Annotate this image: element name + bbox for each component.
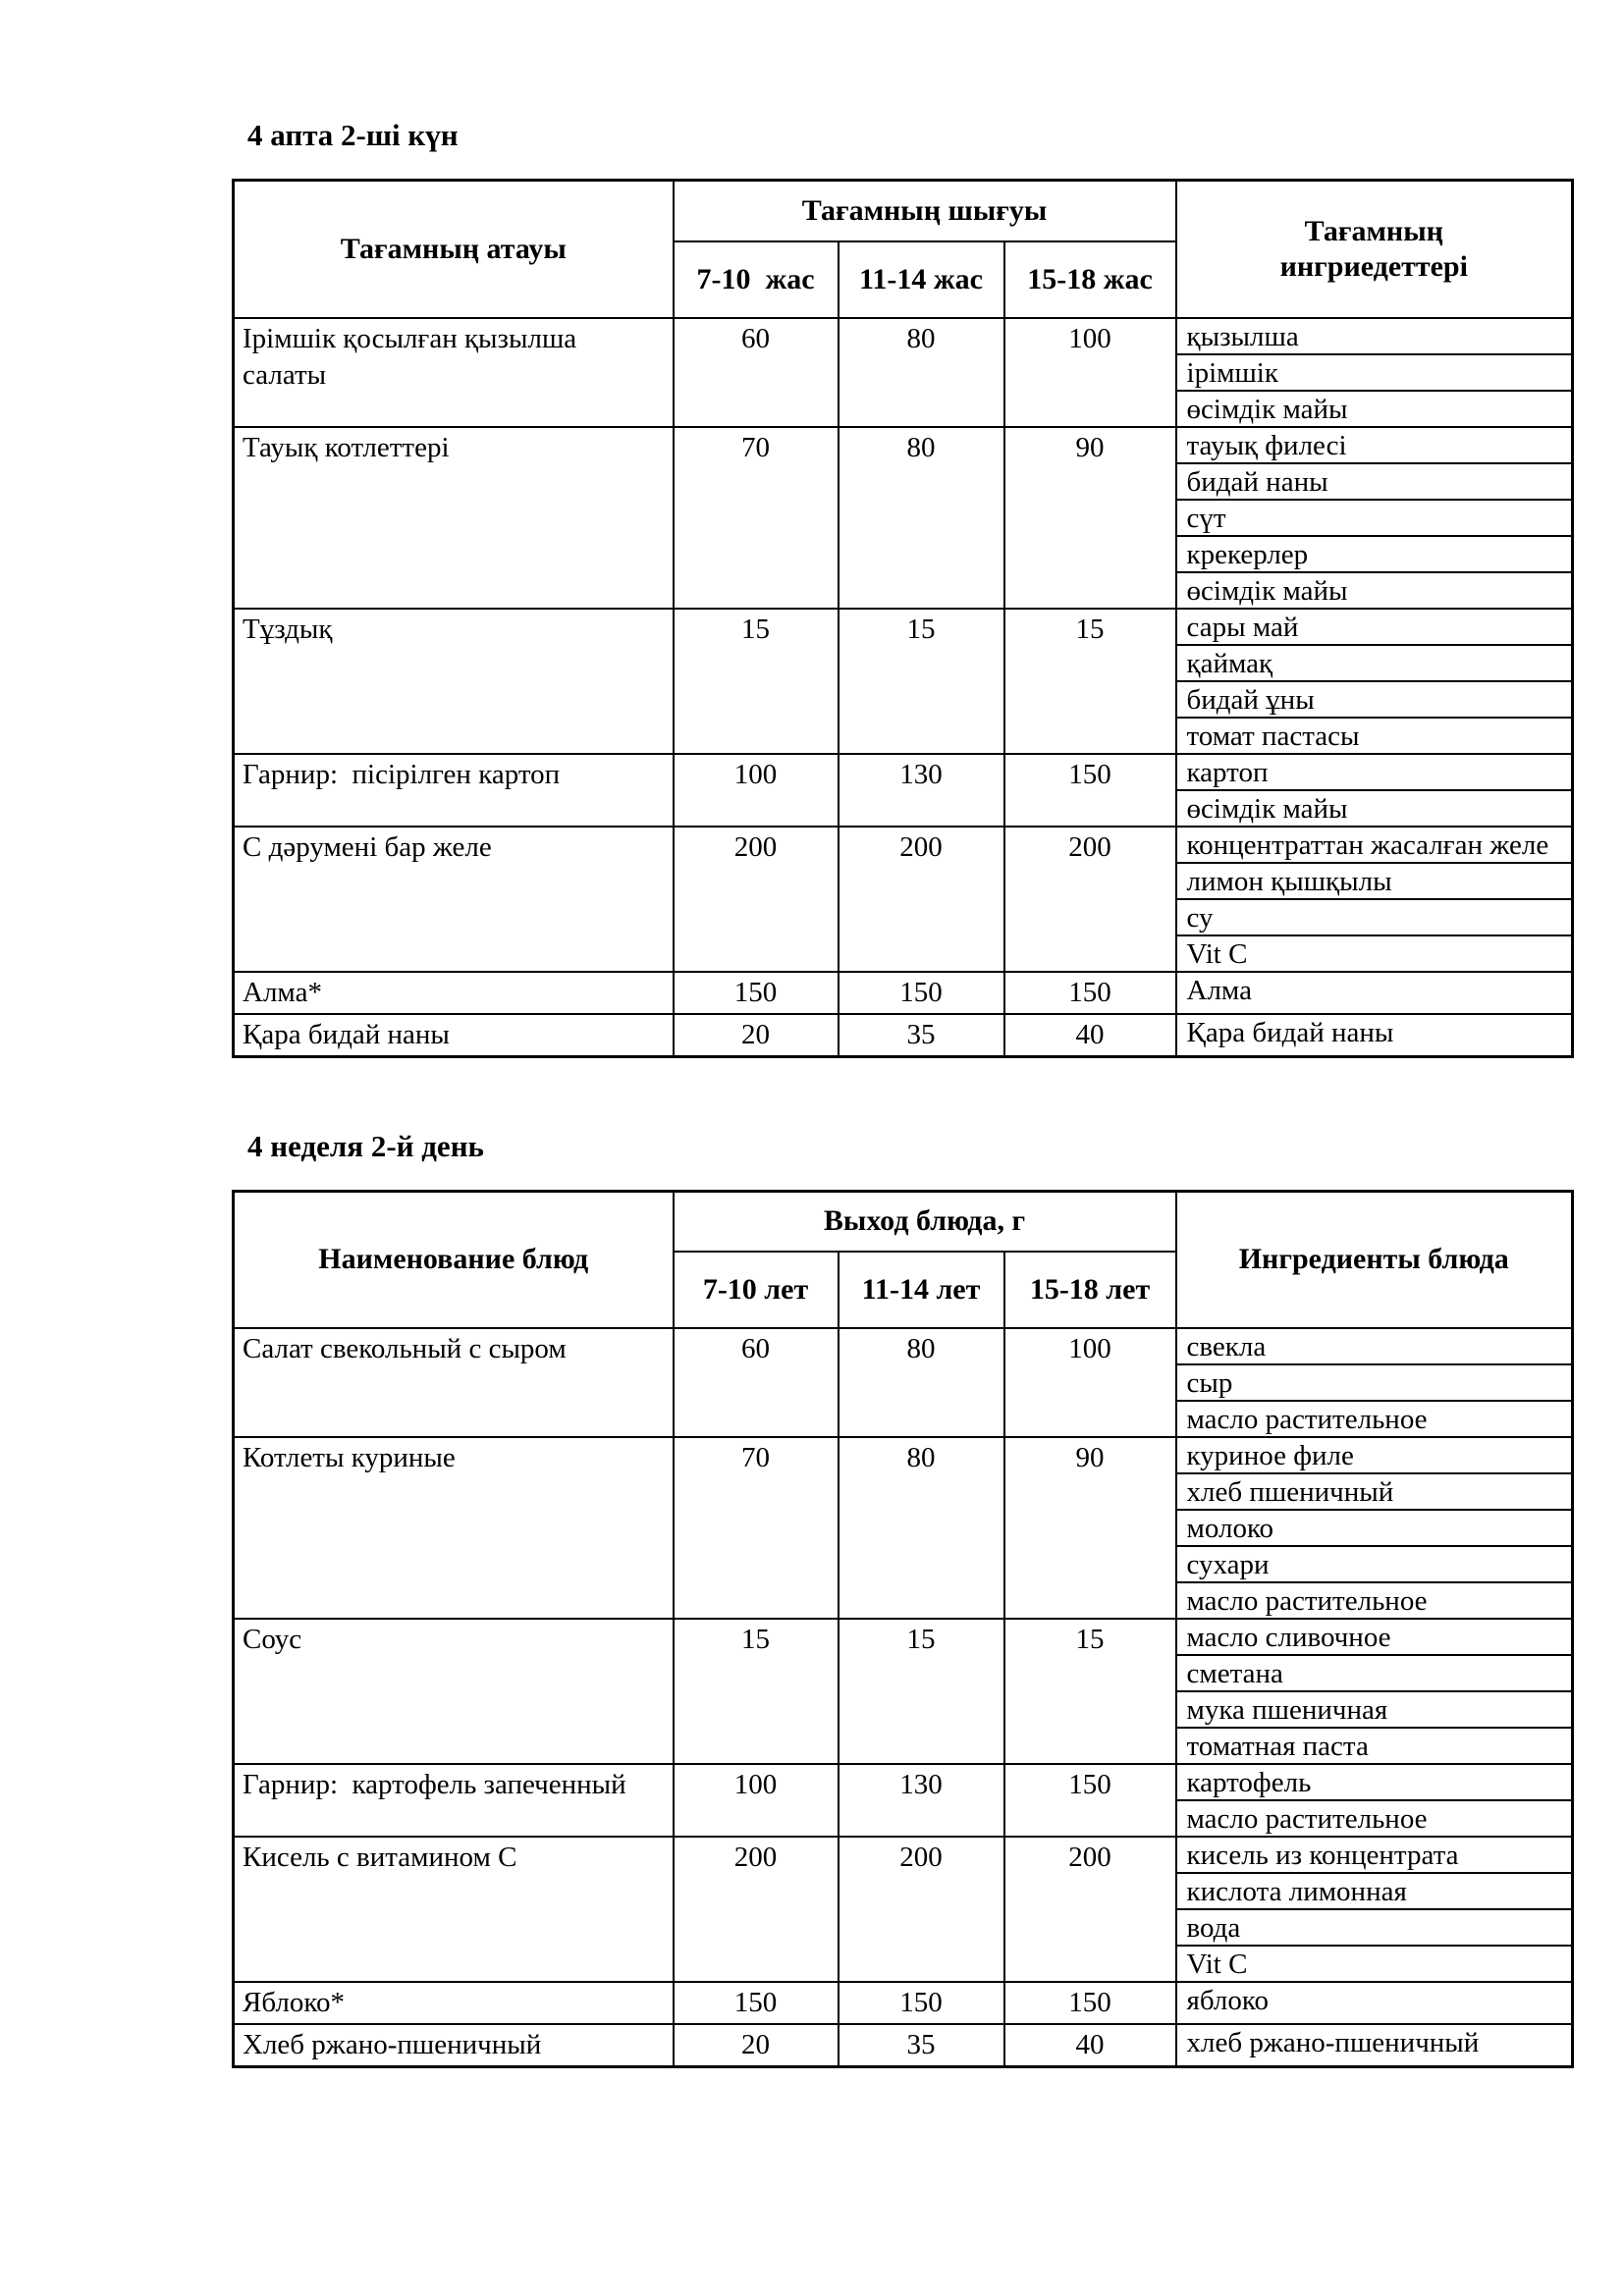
- portion-weight-cell: 20: [674, 2024, 839, 2067]
- ingredient-cell: қаймақ: [1176, 645, 1573, 681]
- portion-weight-cell: 40: [1004, 2024, 1176, 2067]
- dish-name-cell: Қара бидай наны: [234, 1014, 674, 1057]
- column-header-age-15-18: 15-18 жас: [1004, 241, 1176, 318]
- dish-name-cell: Яблоко*: [234, 1982, 674, 2024]
- portion-weight-cell: 200: [1004, 1837, 1176, 1982]
- dish-row: [234, 827, 1573, 863]
- ingredient-cell: концентраттан жасалған желе: [1176, 827, 1573, 863]
- ingredient-cell: Алма: [1176, 972, 1573, 1014]
- portion-weight-cell: 70: [674, 427, 839, 609]
- portion-weight-cell: 15: [674, 609, 839, 754]
- portion-weight-cell: 200: [839, 827, 1004, 972]
- column-header-dish-name: Наименование блюд: [234, 1191, 674, 1328]
- dish-row: [234, 2024, 1573, 2067]
- header-group-row: [234, 1191, 1573, 1252]
- ingredient-cell: кислота лимонная: [1176, 1873, 1573, 1909]
- dish-row: [234, 1982, 1573, 2024]
- portion-weight-cell: 90: [1004, 427, 1176, 609]
- ingredient-cell: Vit C: [1176, 1946, 1573, 1982]
- ingredient-cell: масло растительное: [1176, 1401, 1573, 1437]
- portion-weight-cell: 150: [674, 972, 839, 1014]
- ingredient-cell: қызылша: [1176, 318, 1573, 354]
- portion-weight-cell: 90: [1004, 1437, 1176, 1619]
- ingredient-cell: куриное филе: [1176, 1437, 1573, 1473]
- portion-weight-cell: 150: [1004, 1982, 1176, 2024]
- portion-weight-cell: 60: [674, 1328, 839, 1437]
- portion-weight-cell: 70: [674, 1437, 839, 1619]
- portion-weight-cell: 60: [674, 318, 839, 427]
- ingredient-cell: өсімдік майы: [1176, 391, 1573, 427]
- table-header: [234, 1191, 1573, 1328]
- column-header-output-group: Тағамның шығуы: [674, 181, 1176, 241]
- dish-row: [234, 1014, 1573, 1057]
- portion-weight-cell: 100: [674, 1764, 839, 1837]
- portion-weight-cell: 150: [1004, 972, 1176, 1014]
- column-header-age-15-18: 15-18 лет: [1004, 1252, 1176, 1328]
- portion-weight-cell: 200: [1004, 827, 1176, 972]
- ingredient-cell: масло растительное: [1176, 1800, 1573, 1837]
- column-header-age-7-10: 7-10 жас: [674, 241, 839, 318]
- ingredient-cell: масло сливочное: [1176, 1619, 1573, 1655]
- portion-weight-cell: 100: [674, 754, 839, 827]
- dish-name-cell: Тұздық: [234, 609, 674, 754]
- menu-table-kazakh: [232, 179, 1574, 1058]
- portion-weight-cell: 80: [839, 1328, 1004, 1437]
- portion-weight-cell: 15: [839, 609, 1004, 754]
- table-title-kazakh: 4 апта 2-ші күн: [247, 118, 459, 152]
- portion-weight-cell: 80: [839, 1437, 1004, 1619]
- ingredient-cell: су: [1176, 899, 1573, 935]
- ingredient-cell: сүт: [1176, 500, 1573, 536]
- portion-weight-cell: 80: [839, 427, 1004, 609]
- portion-weight-cell: 200: [674, 827, 839, 972]
- dish-row: [234, 318, 1573, 354]
- ingredient-cell: ірімшік: [1176, 354, 1573, 391]
- ingredient-cell: сметана: [1176, 1655, 1573, 1691]
- menu-table-russian: [232, 1190, 1574, 2069]
- dish-name-cell: С дәрумені бар желе: [234, 827, 674, 972]
- dish-row: [234, 754, 1573, 790]
- dish-name-cell: Салат свекольный с сыром: [234, 1328, 674, 1437]
- portion-weight-cell: 15: [839, 1619, 1004, 1764]
- table-body: [234, 1328, 1573, 2067]
- dish-name-cell: Гарнир: картофель запеченный: [234, 1764, 674, 1837]
- portion-weight-cell: 150: [1004, 754, 1176, 827]
- ingredient-cell: вода: [1176, 1909, 1573, 1946]
- dish-name-cell: Алма*: [234, 972, 674, 1014]
- portion-weight-cell: 100: [1004, 1328, 1176, 1437]
- dish-row: [234, 609, 1573, 645]
- ingredient-cell: картоп: [1176, 754, 1573, 790]
- menu-section-kazakh: [232, 118, 1571, 1058]
- portion-weight-cell: 130: [839, 1764, 1004, 1837]
- portion-weight-cell: 100: [1004, 318, 1176, 427]
- portion-weight-cell: 15: [674, 1619, 839, 1764]
- ingredient-cell: крекерлер: [1176, 536, 1573, 572]
- portion-weight-cell: 20: [674, 1014, 839, 1057]
- ingredient-cell: свекла: [1176, 1328, 1573, 1364]
- ingredient-cell: яблоко: [1176, 1982, 1573, 2024]
- column-header-age-11-14: 11-14 жас: [839, 241, 1004, 318]
- column-header-output-group: Выход блюда, г: [674, 1191, 1176, 1252]
- ingredient-cell: масло растительное: [1176, 1582, 1573, 1619]
- ingredient-cell: картофель: [1176, 1764, 1573, 1800]
- ingredient-cell: хлеб пшеничный: [1176, 1473, 1573, 1510]
- dish-name-cell: Гарнир: пісірілген картоп: [234, 754, 674, 827]
- ingredient-cell: бидай ұны: [1176, 681, 1573, 718]
- dish-name-cell: Кисель с витамином С: [234, 1837, 674, 1982]
- ingredient-cell: хлеб ржано-пшеничный: [1176, 2024, 1573, 2067]
- dish-row: [234, 1619, 1573, 1655]
- dish-row: [234, 1437, 1573, 1473]
- column-header-dish-name: Тағамның атауы: [234, 181, 674, 318]
- portion-weight-cell: 40: [1004, 1014, 1176, 1057]
- column-header-age-11-14: 11-14 лет: [839, 1252, 1004, 1328]
- ingredient-cell: молоко: [1176, 1510, 1573, 1546]
- ingredient-cell: томатная паста: [1176, 1728, 1573, 1764]
- ingredient-cell: мука пшеничная: [1176, 1691, 1573, 1728]
- table-header: [234, 181, 1573, 318]
- portion-weight-cell: 200: [839, 1837, 1004, 1982]
- ingredient-cell: өсімдік майы: [1176, 790, 1573, 827]
- ingredient-cell: кисель из концентрата: [1176, 1837, 1573, 1873]
- portion-weight-cell: 130: [839, 754, 1004, 827]
- ingredient-cell: лимон қышқылы: [1176, 863, 1573, 899]
- ingredient-cell: Vit C: [1176, 935, 1573, 972]
- dish-row: [234, 1837, 1573, 1873]
- column-header-ingredients: Тағамның ингриедеттері: [1176, 181, 1573, 318]
- dish-row: [234, 972, 1573, 1014]
- ingredient-cell: сары май: [1176, 609, 1573, 645]
- table-body: [234, 318, 1573, 1057]
- dish-row: [234, 427, 1573, 463]
- portion-weight-cell: 150: [1004, 1764, 1176, 1837]
- table-title-russian: 4 неделя 2-й день: [247, 1128, 484, 1163]
- portion-weight-cell: 200: [674, 1837, 839, 1982]
- ingredient-cell: бидай наны: [1176, 463, 1573, 500]
- dish-name-cell: Ірімшік қосылған қызылша салаты: [234, 318, 674, 427]
- dish-name-cell: Хлеб ржано-пшеничный: [234, 2024, 674, 2067]
- dish-name-cell: Соус: [234, 1619, 674, 1764]
- dish-name-cell: Котлеты куриные: [234, 1437, 674, 1619]
- portion-weight-cell: 35: [839, 1014, 1004, 1057]
- portion-weight-cell: 15: [1004, 609, 1176, 754]
- ingredient-cell: өсімдік майы: [1176, 572, 1573, 609]
- menu-section-russian: [232, 1129, 1571, 2069]
- portion-weight-cell: 15: [1004, 1619, 1176, 1764]
- dish-row: [234, 1764, 1573, 1800]
- portion-weight-cell: 150: [839, 972, 1004, 1014]
- column-header-age-7-10: 7-10 лет: [674, 1252, 839, 1328]
- ingredient-cell: Қара бидай наны: [1176, 1014, 1573, 1057]
- ingredient-cell: сухари: [1176, 1546, 1573, 1582]
- column-header-ingredients: Ингредиенты блюда: [1176, 1191, 1573, 1328]
- dish-name-cell: Тауық котлеттері: [234, 427, 674, 609]
- portion-weight-cell: 150: [839, 1982, 1004, 2024]
- ingredient-cell: сыр: [1176, 1364, 1573, 1401]
- portion-weight-cell: 150: [674, 1982, 839, 2024]
- ingredient-cell: томат пастасы: [1176, 718, 1573, 754]
- portion-weight-cell: 80: [839, 318, 1004, 427]
- ingredient-cell: тауық филесі: [1176, 427, 1573, 463]
- header-group-row: [234, 181, 1573, 241]
- dish-row: [234, 1328, 1573, 1364]
- portion-weight-cell: 35: [839, 2024, 1004, 2067]
